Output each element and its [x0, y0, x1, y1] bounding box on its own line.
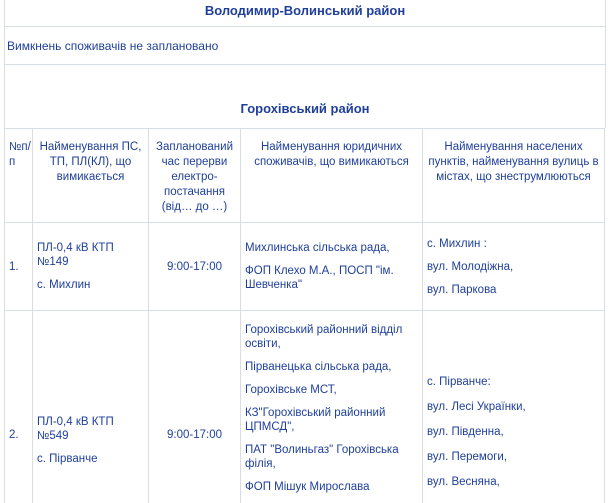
- row1-time: 9:00-17:00: [149, 223, 241, 311]
- row1-settlement: вул. Паркова: [427, 283, 497, 296]
- row2-consumer: ФОП Мішук Мирослава: [245, 481, 370, 493]
- row2-consumers: [241, 311, 423, 503]
- header-time: Запланований час перерви електро-постачання (від… до …): [149, 129, 241, 223]
- region1-note: Вимкнень споживачів не заплановано: [7, 39, 219, 53]
- row2-settlement: вул. Південна,: [427, 426, 504, 438]
- row1-consumers: [241, 223, 423, 311]
- row1-number: 1.: [5, 223, 33, 311]
- row2-object-line: с. Пірванче: [37, 453, 98, 465]
- row2-settlements: [423, 311, 605, 503]
- row2-consumer: КЗ"Горохівський районний ЦПМСД",: [245, 407, 386, 433]
- header-consumers: Найменування юридичних споживачів, що вимикаються: [241, 129, 423, 223]
- header-number: №п/п: [5, 129, 33, 223]
- row2-consumer: Горохівське МСТ,: [245, 384, 337, 396]
- row1-consumer: ФОП Клехо М.А., ПОСП "ім. Шевченка": [245, 265, 394, 291]
- row2-time: 9:00-17:00: [149, 311, 241, 503]
- row2-object: [33, 311, 149, 503]
- row2-object-line: ПЛ-0,4 кВ КТП №549: [37, 416, 114, 442]
- region1-title: Володимир-Волинський район: [204, 3, 406, 18]
- header-object: Найменування ПС, ТП, ПЛ(КЛ), що вимикається: [33, 129, 149, 223]
- outage-table: [4, 128, 605, 503]
- table-row: [5, 223, 605, 311]
- header-settlements: Найменування населених пунктів, найменування вулиць в містах, що знеструмлюються: [423, 129, 605, 223]
- row1-object-line: с. Михлин: [37, 279, 91, 291]
- region1-note-cell: [4, 27, 606, 65]
- row2-consumer: Пірванецька сільська рада,: [245, 361, 392, 373]
- table-header-row: [5, 129, 605, 223]
- row2-settlement: вул. Перемоги,: [427, 451, 508, 463]
- row1-object-line: ПЛ-0,4 кВ КТП №149: [37, 242, 114, 268]
- row2-settlement: с. Пірванче:: [427, 376, 491, 388]
- row1-object: [33, 223, 149, 311]
- region2-title: Горохівський район: [240, 101, 370, 116]
- row1-settlement: с. Михлин :: [427, 237, 487, 250]
- row1-settlement: вул. Молодіжна,: [427, 260, 514, 273]
- table-row: [5, 311, 605, 503]
- region2-title-cell: [4, 65, 606, 128]
- row1-settlements: [423, 223, 605, 311]
- row1-consumer: Михлинська сільська рада,: [245, 242, 390, 254]
- row2-consumer: ПАТ "Волиньгаз" Горохівська філія,: [245, 444, 399, 470]
- row2-settlement: вул. Весняна,: [427, 476, 500, 488]
- row2-number: 2.: [5, 311, 33, 503]
- row2-consumer: Горохівський районний відділ освіти,: [245, 324, 403, 350]
- row2-settlement: вул. Лесі Українки,: [427, 401, 526, 413]
- region1-title-cell: [4, 0, 606, 27]
